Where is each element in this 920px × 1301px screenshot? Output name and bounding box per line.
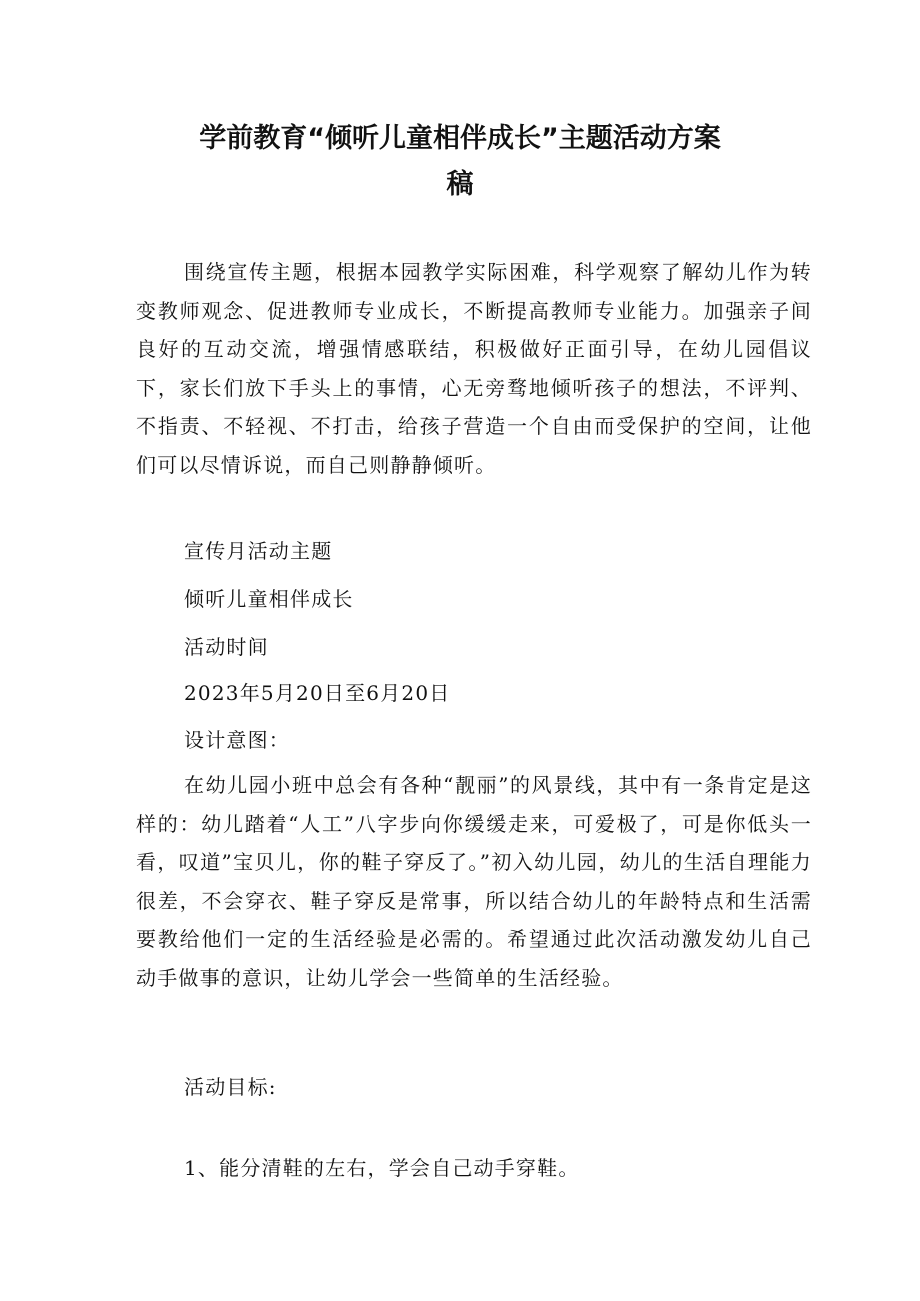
- design-paragraph: 在幼儿园小班中总会有各种“靓丽”的风景线，其中有一条肯定是这样的：幼儿踏着“人工”八字步向你缓缓走来，可爱极了，可是你低头一看，叹道”宝贝儿，你的鞋子穿反了。”初入幼儿园，幼儿的生活自理能力很差，不会穿衣、鞋子穿反是常事，所以结合幼儿的年龄特点和生活需要教给他们一定的生活经验是必需的。希望通过此次活动激发幼儿自己动手做事的意识，让幼儿学会一些简单的生活经验。: [136, 773, 812, 990]
- document-title-line-1: 学前教育“倾听儿童相伴成长”主题活动方案: [199, 123, 721, 154]
- time-heading: 活动时间: [184, 635, 269, 659]
- theme-value: 倾听儿童相伴成长: [184, 587, 354, 611]
- design-heading: 设计意图：: [184, 728, 290, 752]
- goal-heading: 活动目标:: [184, 1075, 277, 1099]
- time-value: 2023年5月20日至6月20日: [184, 681, 451, 705]
- document-title-line-2: 稿: [446, 169, 474, 200]
- intro-paragraph: 围绕宣传主题，根据本园教学实际困难，科学观察了解幼儿作为转变教师观念、促进教师专业成长，不断提高教师专业能力。加强亲子间良好的互动交流，增强情感联结，积极做好正面引导，在幼儿园倡议下，家长们放下手头上的事情，心无旁骛地倾听孩子的想法，不评判、不指责、不轻视、不打击，给孩子营造一个自由而受保护的空间，让他们可以尽情诉说，而自己则静静倾听。: [136, 260, 812, 477]
- goal-item-1: 1、能分清鞋的左右，学会自己动手穿鞋。: [184, 1156, 580, 1180]
- theme-heading: 宣传月活动主题: [184, 539, 333, 563]
